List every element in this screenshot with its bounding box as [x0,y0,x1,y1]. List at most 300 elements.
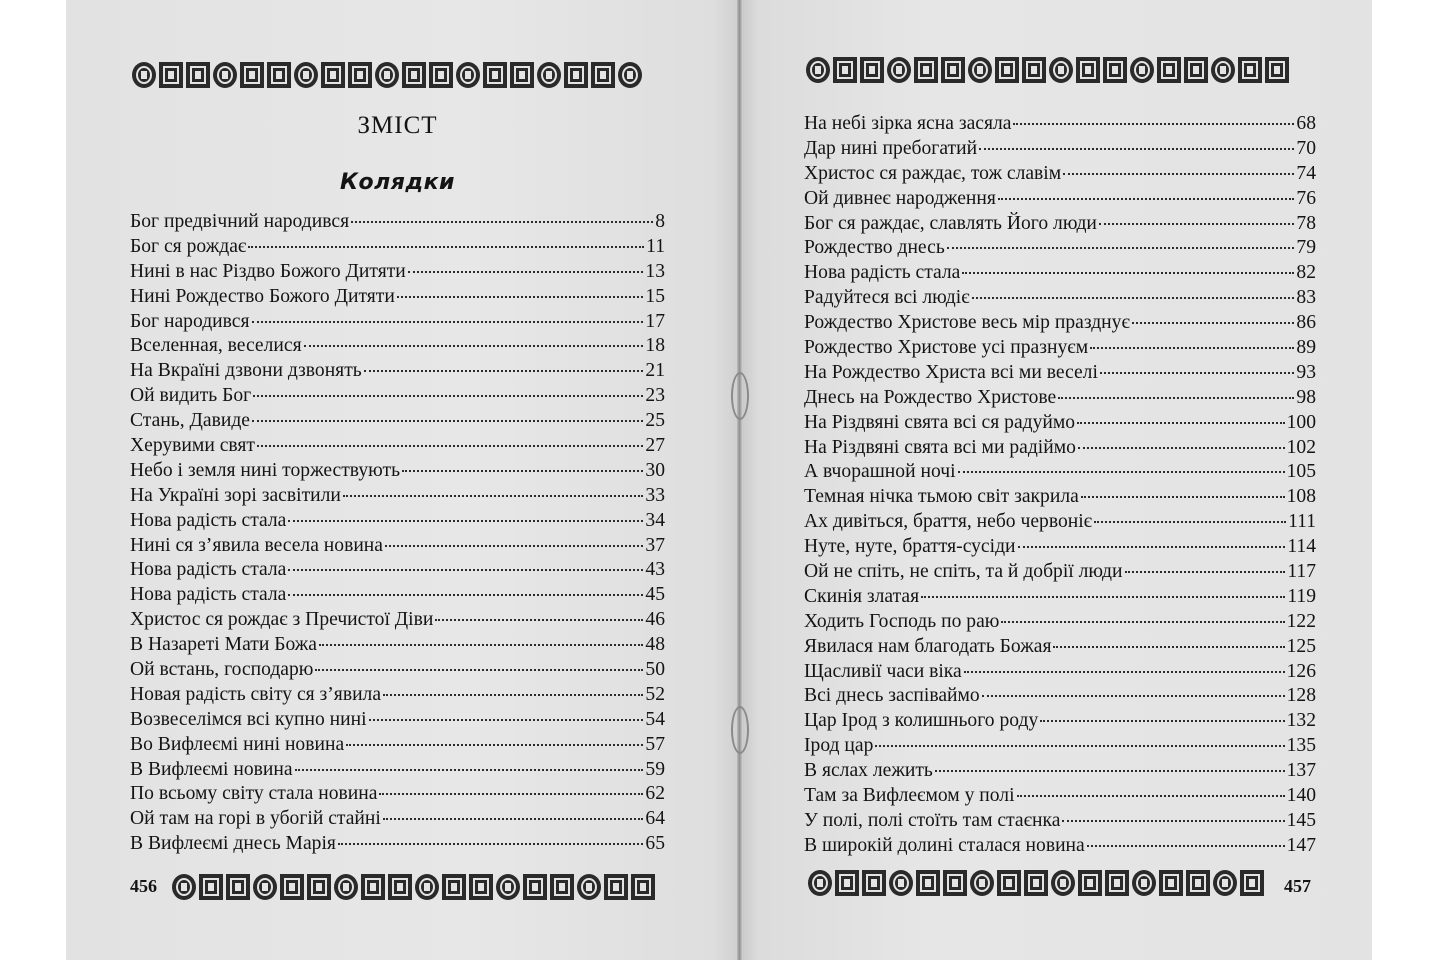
ornament-motif-icon [1240,870,1264,896]
toc-entry-title: Стань, Давиде [130,410,250,432]
toc-entry-title: Днесь на Рождество Христове [804,386,1057,408]
ornament-motif-icon [1157,57,1181,83]
toc-entry-title: Нова радість стала [130,509,287,531]
toc-entry-title: Бог ся раждає, славлять Його люди [804,212,1097,234]
toc-entry-title: В Назареті Мати Божа [130,634,318,656]
toc-entry-title: У полі, полі стоїть там стаєнка [804,809,1061,831]
ornament-motif-icon [997,870,1021,896]
toc-entry [130,683,665,708]
dot-leader [1090,347,1294,349]
toc-entry-title: Небо і земля нині торжествують [130,459,401,481]
toc-entry-page: 37 [645,534,665,556]
toc-entry-page: 100 [1286,411,1316,433]
toc-entry-page: 48 [645,634,665,656]
dot-leader [288,594,643,596]
dot-leader [1125,571,1286,573]
ornament-motif-icon [1211,57,1235,83]
dot-leader [304,345,644,347]
toc-entry [130,434,665,459]
toc-entry-page: 111 [1288,511,1316,533]
ornament-motif-icon [1132,870,1156,896]
toc-entry-title: В широкій долині сталася новина [804,834,1085,856]
dot-leader [935,770,1285,772]
ornament-motif-icon [240,62,264,88]
dot-leader [351,221,653,223]
ornament-motif-icon [1049,57,1073,83]
dot-leader [1077,422,1285,424]
binding-stitch-icon [731,706,749,754]
toc-entry-page: 76 [1296,187,1316,209]
dot-leader [319,644,643,646]
toc-entry-page: 128 [1286,685,1316,707]
toc-entry-page: 50 [645,659,665,681]
ornament-motif-icon [172,874,196,900]
ornament-motif-icon [415,874,439,900]
toc-entry-title: Бог предвічний народився [130,211,350,232]
dot-leader [288,520,643,522]
dot-leader [338,843,644,845]
section-heading: Колядки [340,170,455,195]
dot-leader [295,769,644,771]
toc-entry-page: 93 [1296,361,1316,383]
toc-entry-title: Рождество Христове весь мір празднує [804,312,1130,334]
dot-leader [253,395,643,397]
toc-entry [804,137,1316,162]
toc-entry [130,285,665,310]
toc-entry [804,436,1316,461]
toc-entry-title: Ірод цар [804,735,874,757]
ornament-motif-icon [280,874,304,900]
dot-leader [982,695,1285,697]
toc-entry-page: 126 [1286,660,1316,682]
ornament-motif-icon [1184,57,1208,83]
toc-entry-page: 145 [1286,809,1316,831]
dot-leader [402,470,643,472]
toc-entry-page: 11 [646,235,665,257]
ornament-motif-icon [1078,870,1102,896]
dot-leader [343,495,644,497]
toc-entry-title: На небі зірка ясна засяла [804,113,1012,134]
page-title: ЗМІСТ [357,112,438,139]
dot-leader [947,247,1295,249]
dot-leader [979,148,1294,150]
toc-entry [130,782,665,807]
toc-entry-page: 108 [1286,486,1316,508]
toc-entry-title: А вчорашной ночі [804,461,956,483]
toc-entry [804,834,1316,859]
toc-entry [130,210,665,235]
dot-leader [1100,372,1295,374]
toc-entry [130,459,665,484]
ornament-border-top-left [132,60,642,90]
ornament-motif-icon [833,57,857,83]
dot-leader [383,694,643,696]
ornament-motif-icon [1103,57,1127,83]
ornament-motif-icon [213,62,237,88]
toc-entry [804,236,1316,261]
toc-entry-title: Ой видить Бог [130,385,252,407]
dot-leader [1017,795,1285,797]
toc-entry-title: Всі днесь заспіваймо [804,685,980,707]
toc-entry-page: 52 [645,683,665,705]
toc-entry [804,311,1316,336]
dot-leader [252,321,644,323]
toc-entry-page: 62 [645,783,665,805]
ornament-motif-icon [523,874,547,900]
ornament-motif-icon [591,62,615,88]
toc-entry-page: 21 [645,360,665,382]
ornament-motif-icon [388,874,412,900]
toc-entry-page: 33 [645,484,665,506]
dot-leader [1078,447,1285,449]
dot-leader [288,569,643,571]
ornament-motif-icon [483,62,507,88]
dot-leader [1040,720,1284,722]
toc-entry-title: Ой там на горі в убогій стайні [130,808,381,830]
ornament-motif-icon [564,62,588,88]
dot-leader [408,271,644,273]
toc-entry-page: 30 [645,459,665,481]
toc-entry [804,734,1316,759]
ornament-motif-icon [577,874,601,900]
ornament-motif-icon [1076,57,1100,83]
toc-entry [804,187,1316,212]
toc-entry-title: Новая радість світу ся з’явила [130,683,382,705]
toc-entry-title: На Різдвяні свята всі ся радуймо [804,411,1076,433]
ornament-motif-icon [995,57,1019,83]
toc-entry-page: 132 [1286,710,1316,732]
toc-entry-page: 114 [1287,536,1316,558]
ornament-border-bottom-left [172,872,655,902]
dot-leader [369,719,644,721]
ornament-motif-icon [442,874,466,900]
toc-entry [804,610,1316,635]
dot-leader [252,420,643,422]
dot-leader [1087,845,1285,847]
toc-entry-page: 105 [1286,461,1316,483]
toc-entry-page: 78 [1296,212,1316,234]
toc-entry-title: Ах дивіться, браття, небо червоніє [804,511,1093,533]
toc-entry-title: Там за Вифлеємом у полі [804,785,1015,807]
toc-entry-title: Нуте, нуте, браття-сусіди [804,536,1016,558]
toc-entry-title: Вселенная, веселися [130,335,302,357]
toc-entry-page: 8 [655,211,665,232]
ornament-motif-icon [402,62,426,88]
dot-leader [435,619,643,621]
dot-leader [1062,820,1284,822]
dot-leader [875,745,1284,747]
ornament-motif-icon [941,57,965,83]
ornament-motif-icon [496,874,520,900]
toc-entry-page: 83 [1296,287,1316,309]
toc-entry-page: 59 [645,758,665,780]
ornament-border-top-right [806,55,1289,85]
toc-list-left [130,210,665,857]
dot-leader [921,596,1285,598]
ornament-motif-icon [1213,870,1237,896]
toc-entry-page: 82 [1296,262,1316,284]
toc-entry-title: Христос ся рождає з Пречистої Діви [130,609,434,631]
ornament-motif-icon [1238,57,1262,83]
toc-entry [804,112,1316,137]
page-number-left: 456 [130,876,157,896]
toc-entry-title: Нова радість стала [804,262,961,284]
toc-entry [804,635,1316,660]
ornament-motif-icon [226,874,250,900]
ornament-motif-icon [1022,57,1046,83]
dot-leader [962,272,1294,274]
ornament-motif-icon [943,870,967,896]
toc-entry [130,758,665,783]
ornament-motif-icon [1265,57,1289,83]
ornament-motif-icon [968,57,992,83]
ornament-motif-icon [550,874,574,900]
toc-entry-title: Скинія златая [804,585,920,607]
toc-entry [804,286,1316,311]
toc-entry [804,759,1316,784]
toc-entry [130,310,665,335]
toc-entry-page: 74 [1296,162,1316,184]
toc-entry [804,784,1316,809]
toc-entry [130,484,665,509]
toc-entry-page: 43 [645,559,665,581]
ornament-motif-icon [914,57,938,83]
dot-leader [1013,123,1294,125]
dot-leader [346,744,643,746]
dot-leader [1081,496,1285,498]
toc-entry-title: В Вифлеємі новина [130,758,293,780]
toc-entry-page: 15 [645,285,665,307]
toc-entry [804,809,1316,834]
toc-entry [804,684,1316,709]
dot-leader [972,297,1295,299]
toc-entry-page: 27 [645,435,665,457]
toc-entry [804,162,1316,187]
dot-leader [1094,521,1286,523]
ornament-motif-icon [321,62,345,88]
toc-entry-title: Нова радість стала [130,584,287,606]
toc-entry-page: 18 [645,335,665,357]
book-spine [737,0,742,960]
toc-entry [130,260,665,285]
toc-entry-title: Цар Ірод з колишнього роду [804,710,1039,732]
toc-entry [804,336,1316,361]
dot-leader [998,198,1295,200]
toc-entry-title: Нова радість стала [130,559,287,581]
ornament-motif-icon [862,870,886,896]
ornament-motif-icon [186,62,210,88]
toc-entry [804,560,1316,585]
toc-entry-title: На Різдвяні свята всі ми радіймо [804,436,1076,458]
toc-entry-title: Дар нині пребогатий [804,137,978,159]
toc-entry-page: 135 [1286,735,1316,757]
toc-entry-title: В Вифлеємі днесь Марія [130,833,336,855]
toc-entry-title: На Рождество Христа всі ми веселі [804,361,1098,383]
toc-entry-page: 34 [645,509,665,531]
dot-leader [257,445,643,447]
toc-entry-title: Темная нічка тьмою світ закрила [804,486,1079,508]
dot-leader [364,370,644,372]
dot-leader [1063,173,1294,175]
toc-entry-title: Радуйтеся всі людіє [804,287,970,309]
page-number-right: 457 [1284,876,1311,896]
ornament-motif-icon [159,62,183,88]
toc-entry-page: 137 [1286,760,1316,782]
toc-entry-title: Нині Рождество Божого Дитяти [130,285,395,307]
toc-entry-title: Ой не спіть, не спіть, та й добрії люди [804,561,1123,583]
toc-entry-title: Бог народився [130,310,250,332]
toc-entry-page: 86 [1296,312,1316,334]
toc-entry-page: 98 [1296,386,1316,408]
ornament-motif-icon [253,874,277,900]
toc-entry [804,361,1316,386]
toc-entry [804,386,1316,411]
toc-entry-page: 140 [1286,785,1316,807]
toc-entry [130,633,665,658]
toc-entry [804,510,1316,535]
toc-entry-title: Рождество днесь [804,237,945,259]
toc-entry-title: Нині ся з’явила весела новина [130,534,383,556]
ornament-motif-icon [510,62,534,88]
ornament-motif-icon [132,62,156,88]
toc-entry [130,807,665,832]
ornament-motif-icon [456,62,480,88]
dot-leader [1058,397,1294,399]
ornament-motif-icon [267,62,291,88]
toc-entry-title: Бог ся рождає [130,235,247,257]
dot-leader [383,818,644,820]
toc-entry-title: По всьому світу стала новина [130,783,378,805]
ornament-motif-icon [604,874,628,900]
toc-entry-page: 17 [645,310,665,332]
dot-leader [379,793,643,795]
toc-entry [130,334,665,359]
ornament-motif-icon [970,870,994,896]
ornament-motif-icon [1159,870,1183,896]
dot-leader [1099,223,1294,225]
toc-entry [130,558,665,583]
toc-entry [804,411,1316,436]
toc-entry-page: 13 [645,260,665,282]
toc-entry-page: 23 [645,385,665,407]
ornament-motif-icon [361,874,385,900]
toc-entry-page: 119 [1287,585,1316,607]
ornament-motif-icon [889,870,913,896]
toc-entry-page: 45 [645,584,665,606]
toc-entry-title: Во Вифлеємі нині новина [130,733,345,755]
toc-entry-title: Ой дивнеє народження [804,187,996,209]
toc-entry [130,359,665,384]
ornament-motif-icon [375,62,399,88]
ornament-motif-icon [1051,870,1075,896]
toc-entry-page: 70 [1296,137,1316,159]
toc-entry [130,733,665,758]
dot-leader [385,545,643,547]
toc-entry-page: 147 [1286,834,1316,856]
dot-leader [248,246,644,248]
toc-entry-page: 46 [645,609,665,631]
toc-entry [130,583,665,608]
ornament-motif-icon [631,874,655,900]
ornament-motif-icon [199,874,223,900]
ornament-motif-icon [429,62,453,88]
ornament-motif-icon [1105,870,1129,896]
toc-entry-page: 57 [645,733,665,755]
toc-entry-page: 122 [1286,610,1316,632]
dot-leader [1132,322,1295,324]
dot-leader [958,471,1285,473]
dot-leader [397,296,644,298]
dot-leader [315,669,643,671]
toc-entry-title: В яслах лежить [804,760,933,782]
toc-entry [804,460,1316,485]
toc-entry-page: 79 [1296,237,1316,259]
toc-entry [804,585,1316,610]
ornament-motif-icon [348,62,372,88]
dot-leader [1001,621,1284,623]
toc-entry-page: 102 [1286,436,1316,458]
ornament-motif-icon [334,874,358,900]
toc-entry [804,709,1316,734]
ornament-motif-icon [294,62,318,88]
ornament-motif-icon [1186,870,1210,896]
ornament-motif-icon [860,57,884,83]
binding-stitch-icon [731,372,749,420]
toc-entry [804,261,1316,286]
toc-entry-page: 117 [1287,561,1316,583]
toc-entry-title: Херувими свят [130,435,255,457]
dot-leader [1053,646,1284,648]
ornament-motif-icon [835,870,859,896]
toc-entry-page: 68 [1296,113,1316,134]
toc-entry-title: Возвеселімся всі купно нині [130,708,367,730]
ornament-motif-icon [1024,870,1048,896]
toc-entry [130,509,665,534]
toc-list-right [804,112,1316,859]
dot-leader [1018,546,1286,548]
ornament-motif-icon [618,62,642,88]
toc-entry [804,212,1316,237]
toc-entry-title: Ой встань, господарю [130,659,314,681]
ornament-motif-icon [1130,57,1154,83]
toc-entry-title: Рождество Христове усі празнуєм [804,337,1089,359]
toc-entry [130,534,665,559]
toc-entry-page: 54 [645,708,665,730]
toc-entry-title: Явилася нам благодать Божая [804,635,1052,657]
ornament-motif-icon [916,870,940,896]
toc-entry-title: Нині в нас Різдво Божого Дитяти [130,260,406,282]
ornament-border-bottom-right [808,868,1264,898]
toc-entry-page: 64 [645,808,665,830]
toc-entry [130,384,665,409]
toc-entry [804,660,1316,685]
ornament-motif-icon [808,870,832,896]
toc-entry [130,235,665,260]
toc-entry-page: 125 [1286,635,1316,657]
toc-entry-title: На Вкраїні дзвони дзвонять [130,360,362,382]
toc-entry [130,409,665,434]
toc-entry [130,708,665,733]
dot-leader [964,671,1285,673]
toc-entry-page: 25 [645,410,665,432]
toc-entry [804,535,1316,560]
toc-entry-page: 89 [1296,337,1316,359]
ornament-motif-icon [307,874,331,900]
toc-entry-title: На Україні зорі засвітили [130,484,341,506]
toc-entry-page: 65 [645,833,665,855]
ornament-motif-icon [537,62,561,88]
ornament-motif-icon [806,57,830,83]
